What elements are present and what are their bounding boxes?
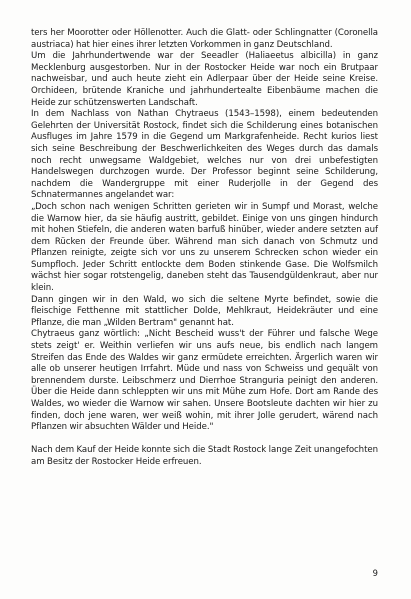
page-number: 9	[372, 568, 378, 578]
paragraph: Chytraeus ganz wörtlich: „Nicht Bescheid wuss't der Führer und falsche Wege stets zeigt' er. Weithin verliefen wir uns aufs neue, bis endlich nach langem Streifen das Ende des Waldes wir ganz ermüdete erreichten. Ärgerlich waren wir alle ob unserer heutigen Irrfahrt. Müde und nass von Schweiss und gequält von brennendem durste. Leibschmerz und Dierrhoe Stranguria peinigt den anderen. Über die Heide dann schleppten wir uns mit Mühe zum Hofe. Dort am Rande des Waldes, wo wieder die Warnow wir sahen. Unsere Bootsleute dachten wir hier zu finden, doch jene waren, wer weiß wohin, mit ihrer Jolle gerudert, wärend nach Pflanzen wir absuchten Wälder und Heide."	[31, 329, 378, 433]
paragraph: In dem Nachlass von Nathan Chytraeus (1543–1598), einem bedeutenden Gelehrten der Universität Rostock, findet sich die Schilderung eines botanischen Ausfluges im Jahre 1579 in die Gegend um Markgrafenheide. Recht kurios liest sich seine Beschreibung der Beschwerlichkeiten des Weges durch das damals noch recht unwegsame Waldgebiet, welches nur von drei unbefestigten Handelswegen durchzogen wurde. Der Professor beginnt seine Schilderung, nachdem die Wandergruppe mit einer Ruderjolle in der Gegend des Schnatermannes angelandet war:	[31, 109, 378, 201]
body-text	[31, 28, 378, 469]
paragraph: ters her Moorotter oder Höllenotter. Auch die Glatt- oder Schlingnatter (Coronella austriaca) hat hier eines ihrer letzten Vorkommen in ganz Deutschland.	[31, 28, 378, 50]
paragraph: „Doch schon nach wenigen Schritten gerieten wir in Sumpf und Morast, welche die Warnow hier, da sie häufig austritt, gebildet. Einige von uns gingen hindurch mit hohen Stiefeln, die anderen waten barfuß hinüber, wieder andere setzten auf dem Rücken der Freunde über. Während man sich danach von Schmutz und Pflanzen reinigte, zeigte sich vor uns zu unserem Schrecken schon wieder ein Sumpfloch. Jeder Schritt entlockte dem Boden stinkende Gase. Die Wolfsmilch wächst hier sogar rotstengelig, daneben steht das Tausendgüldenkraut, aber nur klein.	[31, 201, 378, 294]
paragraph: Um die Jahrhundertwende war der Seeadler (Haliaeetus albicilla) in ganz Mecklenburg ausgestorben. Nur in der Rostocker Heide war noch ein Brutpaar nachweisbar, und auch heute zieht ein Adlerpaar über der Heide seine Kreise. Orchideen, brütende Kraniche und jahrhundertealte Eibenbäume machen die Heide zur schützenswerten Landschaft.	[31, 51, 378, 108]
paragraph: Dann gingen wir in den Wald, wo sich die seltene Myrte befindet, sowie die fleischige Fetthenne mit stattlicher Dolde, Mehlkraut, Heidekräuter und eine Pflanze, die man „Wilden Bertram" genannt hat.	[31, 294, 378, 328]
paragraph: Nach dem Kauf der Heide konnte sich die Stadt Rostock lange Zeit unangefochten am Besitz der Rostocker Heide erfreuen.	[31, 445, 378, 467]
